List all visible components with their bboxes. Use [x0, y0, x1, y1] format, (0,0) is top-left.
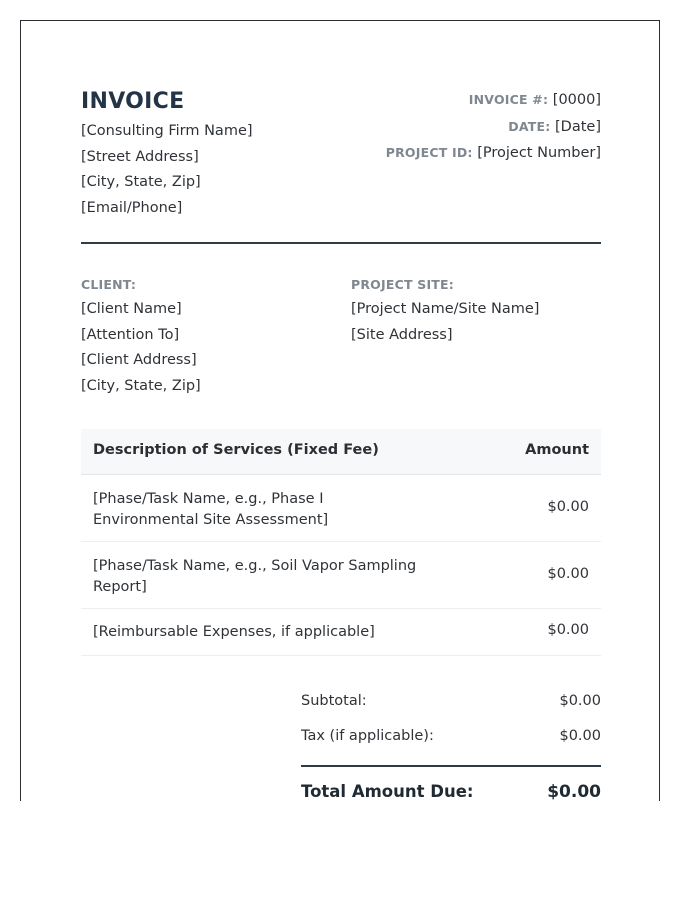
project-site-name: [Project Name/Site Name]: [351, 301, 540, 317]
invoice-meta: [301, 87, 601, 167]
tax-label: Tax (if applicable):: [301, 728, 434, 744]
tax-row: [301, 724, 601, 759]
invoice-number-value: [0000]: [552, 92, 601, 108]
project-site-label: PROJECT SITE:: [351, 277, 454, 292]
firm-city: [City, State, Zip]: [81, 174, 201, 190]
invoice-number-label: INVOICE #:: [468, 92, 549, 107]
project-id-row: [301, 140, 601, 167]
services-table: [81, 429, 601, 656]
client-label: CLIENT:: [81, 277, 137, 292]
table-row: [81, 609, 601, 656]
client-address: [Client Address]: [81, 352, 197, 368]
row-description: [Phase/Task Name, e.g., Soil Vapor Sampling Report]: [93, 558, 417, 595]
invoice-header: [81, 87, 601, 247]
client-block: [81, 277, 341, 399]
total-due-value: $0.00: [547, 782, 601, 802]
client-attention: [Attention To]: [81, 326, 180, 343]
invoice-title: INVOICE: [81, 89, 185, 114]
row-amount: $0.00: [547, 499, 589, 515]
total-divider: [301, 765, 601, 767]
total-due-label: Total Amount Due:: [301, 782, 474, 801]
client-name: [Client Name]: [81, 301, 182, 317]
table-row: [81, 542, 601, 609]
client-city: [City, State, Zip]: [81, 377, 201, 394]
tax-value: $0.00: [559, 728, 601, 744]
project-id-value: [Project Number]: [477, 145, 601, 161]
total-due-row: [301, 782, 601, 806]
invoice-date-value: [Date]: [555, 118, 601, 135]
table-row: [81, 475, 601, 542]
firm-name: [Consulting Firm Name]: [81, 123, 253, 139]
project-id-label: PROJECT ID:: [385, 145, 473, 160]
project-site-address: [Site Address]: [351, 326, 453, 343]
totals-block: [301, 689, 601, 802]
subtotal-row: [301, 689, 601, 724]
firm-contact: [Email/Phone]: [81, 199, 183, 216]
header-divider: [81, 242, 601, 244]
row-description: [Phase/Task Name, e.g., Phase I Environmental Site Assessment]: [93, 491, 329, 528]
project-site-block: [351, 277, 611, 348]
table-header: [81, 429, 601, 475]
row-amount: $0.00: [547, 566, 589, 582]
subtotal-value: $0.00: [559, 693, 601, 709]
description-column-header: Description of Services (Fixed Fee): [93, 442, 379, 458]
row-amount: $0.00: [547, 622, 589, 638]
amount-column-header: Amount: [525, 442, 589, 458]
invoice-date-label: DATE:: [508, 118, 551, 134]
row-description: [Reimbursable Expenses, if applicable]: [93, 624, 375, 640]
firm-street: [Street Address]: [81, 148, 199, 165]
invoice-number-row: [301, 87, 601, 114]
invoice-page: [20, 20, 660, 801]
subtotal-label: Subtotal:: [301, 693, 367, 709]
invoice-date-row: [301, 114, 601, 141]
